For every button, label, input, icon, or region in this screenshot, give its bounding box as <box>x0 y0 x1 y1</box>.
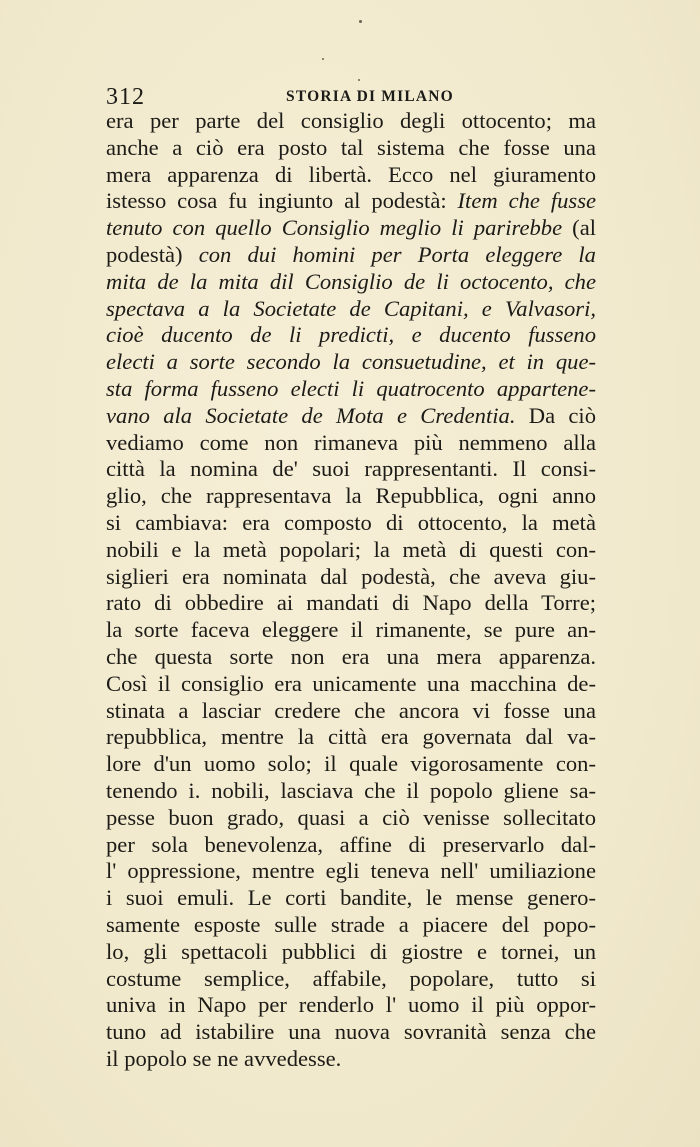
text-line <box>106 403 596 430</box>
italic-quote-segment: con dui homini per Porta eleggere la <box>198 241 596 267</box>
text-line <box>106 1046 596 1073</box>
paper-speck <box>358 79 360 81</box>
text-line <box>106 858 596 885</box>
italic-quote-segment: Item che fusse <box>457 188 597 214</box>
text-line <box>106 162 596 189</box>
text-line <box>106 430 596 457</box>
text-line <box>106 671 596 698</box>
text-line <box>106 537 596 564</box>
text-line <box>106 590 596 617</box>
text-segment: il popolo se ne avvedesse. <box>106 1045 342 1071</box>
text-segment: repubblica, mentre la città era governata dal va- <box>106 724 596 750</box>
text-segment: l' oppressione, mentre egli teneva nell' umiliazione <box>106 858 596 884</box>
text-line <box>106 188 596 215</box>
paper-speck <box>322 58 324 60</box>
paper-speck <box>359 20 362 23</box>
text-line <box>106 296 596 323</box>
italic-quote-segment: spectava a la Societate de Capitani, e Valvasori, <box>106 295 596 321</box>
text-line <box>106 349 596 376</box>
text-line <box>106 242 596 269</box>
text-segment: per sola benevolenza, affine di preservarlo dal- <box>106 831 596 857</box>
text-line <box>106 135 596 162</box>
page-header <box>106 84 596 110</box>
italic-quote-segment: tenuto con quello Consiglio meglio li parirebbe <box>106 215 563 241</box>
text-segment: podestà) <box>106 241 199 267</box>
text-segment: mera apparenza di libertà. Ecco nel giuramento <box>106 161 596 187</box>
text-line <box>106 724 596 751</box>
text-segment: i suoi emuli. Le corti bandite, le mense genero- <box>106 885 596 911</box>
text-line <box>106 564 596 591</box>
text-segment: Così il consiglio era unicamente una macchina de- <box>106 670 596 696</box>
text-segment: Da ciò <box>515 402 596 428</box>
text-segment: che questa sorte non era una mera apparenza. <box>106 643 596 669</box>
text-line <box>106 269 596 296</box>
text-line <box>106 215 596 242</box>
text-line <box>106 939 596 966</box>
italic-quote-segment: electi a sorte secondo la consuetudine, et in que- <box>106 349 596 375</box>
text-segment: vediamo come non rimaneva più nemmeno alla <box>106 429 596 455</box>
text-line <box>106 510 596 537</box>
text-segment: lo, gli spettacoli pubblici di giostre e tornei, un <box>106 938 596 964</box>
text-line <box>106 805 596 832</box>
text-line <box>106 456 596 483</box>
text-segment: la sorte faceva eleggere il rimanente, se pure an- <box>106 617 596 643</box>
text-line <box>106 778 596 805</box>
text-line <box>106 966 596 993</box>
italic-quote-segment: cioè ducento de li predicti, e ducento fusseno <box>106 322 596 348</box>
text-line <box>106 483 596 510</box>
text-segment: tuno ad istabilire una nuova sovranità senza che <box>106 1019 596 1045</box>
text-segment: anche a ciò era posto tal sistema che fosse una <box>106 134 596 160</box>
body-text <box>106 108 596 1073</box>
text-segment: istesso cosa fu ingiunto al podestà: <box>106 188 458 214</box>
italic-quote-segment: vano ala Societate de Mota e Credentia. <box>106 402 516 428</box>
text-line <box>106 912 596 939</box>
text-segment: univa in Napo per renderlo l' uomo il più oppor- <box>106 992 596 1018</box>
text-line <box>106 376 596 403</box>
text-segment: era per parte del consiglio degli ottocento; ma <box>106 108 596 133</box>
text-segment: lore d'un uomo solo; il quale vigorosamente con- <box>106 751 596 777</box>
text-segment: (al <box>562 215 596 241</box>
text-segment: nobili e la metà popolari; la metà di questi con- <box>106 536 596 562</box>
text-segment: costume semplice, affabile, popolare, tutto si <box>106 965 596 991</box>
text-segment: città la nomina de' suoi rappresentanti. Il consi- <box>106 456 596 482</box>
text-segment: samente esposte sulle strade a piacere del popo- <box>106 911 596 937</box>
text-segment: si cambiava: era composto di ottocento, la metà <box>106 509 596 535</box>
text-line <box>106 992 596 1019</box>
running-title: STORIA DI MILANO <box>286 88 454 105</box>
text-line <box>106 322 596 349</box>
text-line <box>106 832 596 859</box>
text-segment: siglieri era nominata dal podestà, che aveva giu- <box>106 563 596 589</box>
text-segment: glio, che rappresentava la Repubblica, ogni anno <box>106 483 596 509</box>
text-line <box>106 1019 596 1046</box>
page-number: 312 <box>106 84 145 110</box>
text-segment: tenendo i. nobili, lasciava che il popolo gliene sa- <box>106 777 596 803</box>
text-line <box>106 698 596 725</box>
italic-quote-segment: mita de la mita dil Consiglio de li octocento, che <box>106 268 596 294</box>
text-line <box>106 644 596 671</box>
text-line <box>106 751 596 778</box>
text-segment: stinata a lasciar credere che ancora vi fosse una <box>106 697 596 723</box>
text-line <box>106 108 596 135</box>
text-line <box>106 885 596 912</box>
text-segment: pesse buon grado, quasi a ciò venisse sollecitato <box>106 804 596 830</box>
text-segment: rato di obbedire ai mandati di Napo della Torre; <box>106 590 596 616</box>
italic-quote-segment: sta forma fusseno electi li quatrocento appartene- <box>106 375 596 401</box>
text-line <box>106 617 596 644</box>
